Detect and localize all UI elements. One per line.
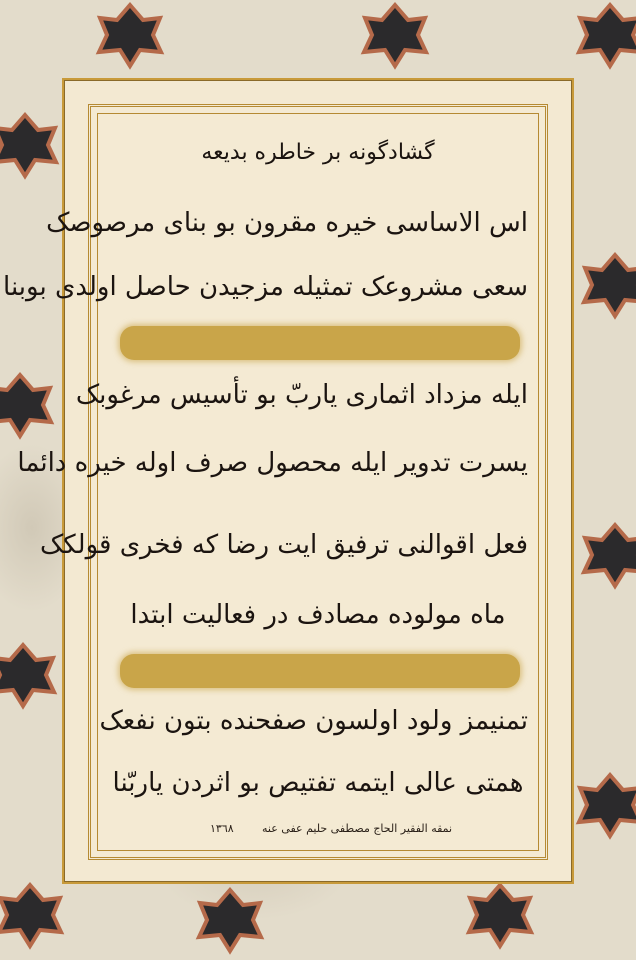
marbled-flower-icon — [195, 885, 265, 955]
marbled-flower-icon — [580, 250, 636, 320]
gold-illumination-band — [120, 654, 520, 688]
verse-line: سعی مشروعک تمثیله مزجیدن حاصل اولدی بوبنا — [3, 272, 528, 302]
verse-line: اس الاساسی خیره مقرون بو بنای مرصوصک — [46, 208, 528, 238]
verse-line: همتی عالی ایتمه تفتیص بو اثردن یاربّنا — [112, 768, 524, 798]
marbled-flower-icon — [360, 0, 430, 70]
page-title: گشادگونه بر خاطره بدیعه — [201, 140, 435, 165]
verse-line: تمنیمز ولود اولسون صفحنده بتون نفعک — [99, 706, 528, 736]
marbled-flower-icon — [0, 880, 65, 950]
verse-line: یسرت تدویر ایله محصول صرف اوله خیره دائما — [17, 448, 528, 478]
verse-line: ایله مزداد اثماری یاربّ بو تأسیس مرغوبک — [75, 380, 528, 410]
marbled-flower-icon — [575, 770, 636, 840]
marbled-flower-icon — [465, 880, 535, 950]
date: ١٣٦٨ — [210, 822, 234, 835]
marbled-flower-icon — [580, 520, 636, 590]
verse-line: فعل اقوالنی ترفیق ایت رضا که فخری قولکک — [40, 530, 528, 560]
marbled-flower-icon — [0, 640, 58, 710]
marbled-flower-icon — [0, 110, 60, 180]
marbled-flower-icon — [0, 370, 55, 440]
calligrapher-signature: نمقه الفقیر الحاج مصطفی حلیم عفی عنه — [262, 822, 453, 835]
gold-illumination-band — [120, 326, 520, 360]
verse-line: ماه مولوده مصادف در فعالیت ابتدا — [130, 600, 506, 630]
marbled-flower-icon — [575, 0, 636, 70]
marbled-flower-icon — [95, 0, 165, 70]
